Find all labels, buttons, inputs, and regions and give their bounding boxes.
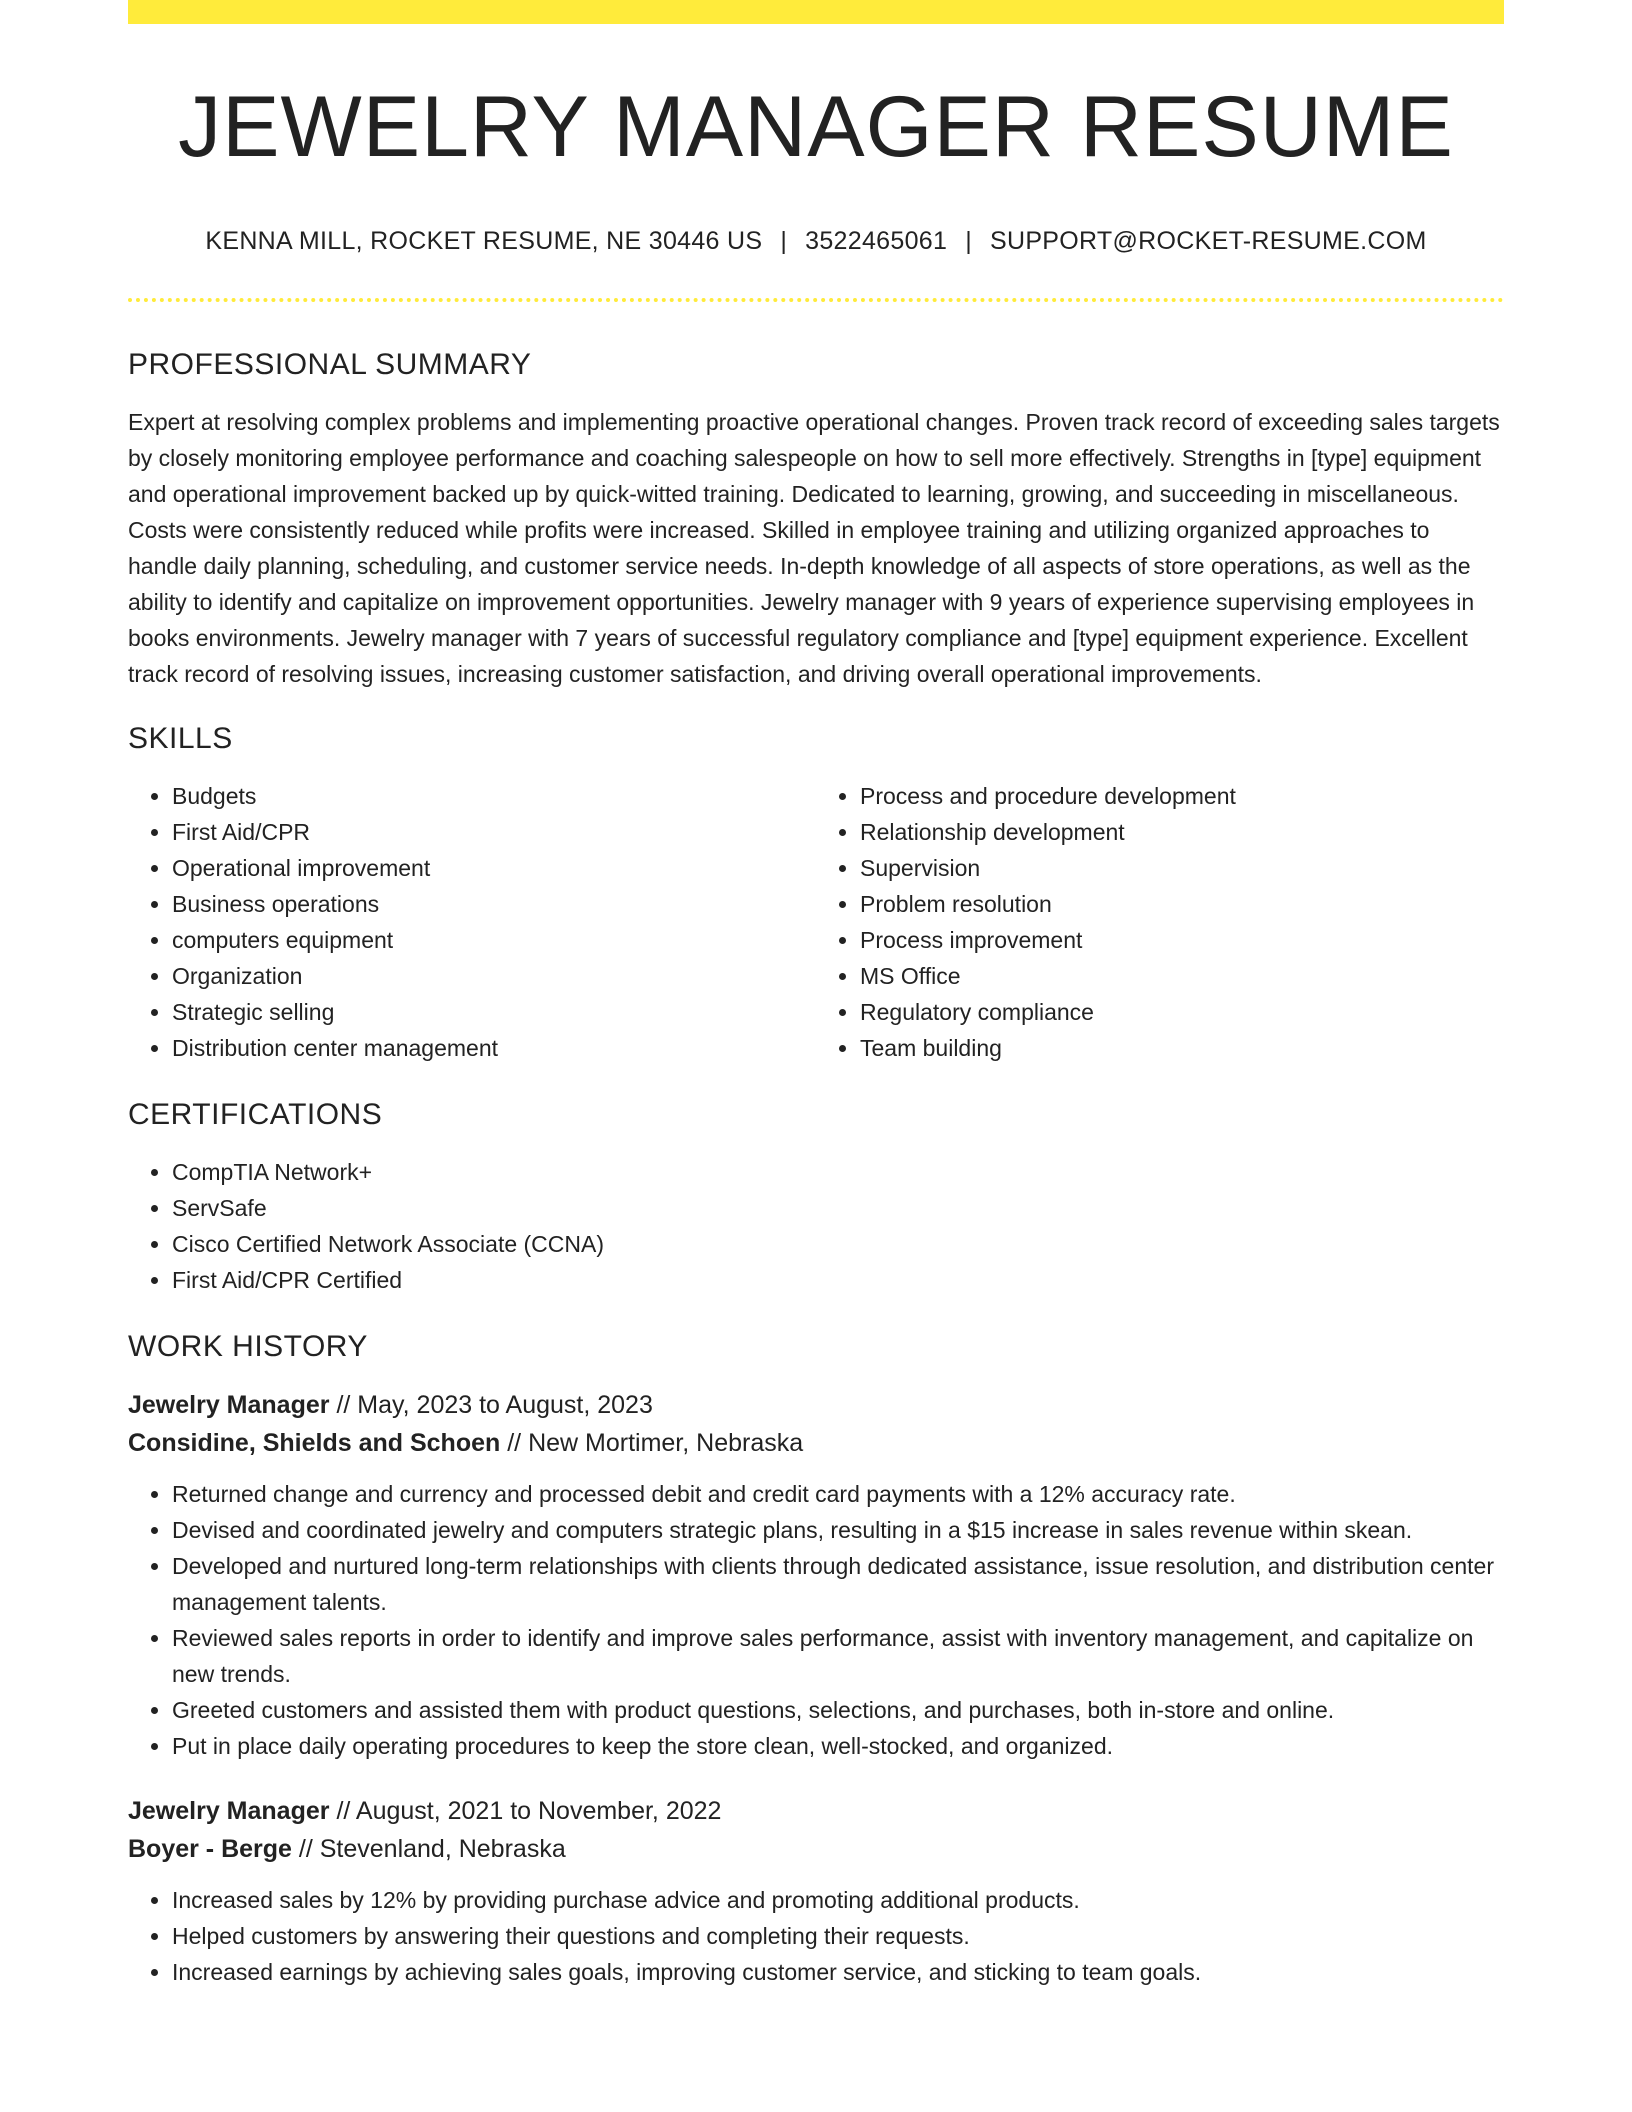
contact-address: KENNA MILL, ROCKET RESUME, NE 30446 US	[205, 226, 763, 255]
contact-line	[128, 227, 1504, 256]
skill-item: • Process improvement	[860, 922, 1504, 958]
job-company: Boyer - Berge	[128, 1834, 292, 1863]
resume-page	[128, 0, 1504, 2018]
work-history-heading: WORK HISTORY	[128, 1329, 368, 1363]
skill-item: • Strategic selling	[172, 994, 816, 1030]
skills-section	[128, 722, 1504, 1066]
job-dates: // August, 2021 to November, 2022	[329, 1796, 722, 1825]
job-bullets	[128, 1476, 1504, 1764]
contact-separator: |	[965, 226, 972, 255]
job-bullet: • Helped customers by answering their questions and completing their requests.	[172, 1918, 1504, 1954]
job-title-line	[128, 1386, 1504, 1424]
job-company: Considine, Shields and Schoen	[128, 1428, 501, 1457]
job-company-line	[128, 1424, 1504, 1462]
skills-list-right	[816, 778, 1504, 1066]
job-entry	[128, 1792, 1504, 1990]
skill-item: • Supervision	[860, 850, 1504, 886]
job-bullet: • Reviewed sales reports in order to identify and improve sales performance, assist with inventory management, and capitalize on new trends.	[172, 1620, 1504, 1692]
certifications-list	[128, 1154, 1504, 1298]
resume-title: JEWELRY MANAGER RESUME	[178, 79, 1454, 175]
contact-email: SUPPORT@ROCKET-RESUME.COM	[989, 226, 1427, 255]
job-company-line	[128, 1830, 1504, 1868]
skill-item: • computers equipment	[172, 922, 816, 958]
job-location: // Stevenland, Nebraska	[291, 1834, 566, 1863]
certifications-heading: CERTIFICATIONS	[128, 1097, 383, 1131]
dotted-divider	[128, 298, 1504, 302]
accent-top-bar	[128, 0, 1504, 24]
certification-item: • ServSafe	[172, 1190, 1504, 1226]
job-bullet: • Developed and nurtured long-term relationships with clients through dedicated assistance, issue resolution, and distribution center management talents.	[172, 1548, 1504, 1620]
contact-separator: |	[780, 226, 788, 255]
certification-item: • Cisco Certified Network Associate (CCNA)	[172, 1226, 1504, 1262]
skill-item: • Relationship development	[860, 814, 1504, 850]
skills-heading: SKILLS	[128, 721, 233, 755]
job-bullet: • Put in place daily operating procedures to keep the store clean, well-stocked, and organized.	[172, 1728, 1504, 1764]
job-location: // New Mortimer, Nebraska	[500, 1428, 804, 1457]
job-bullet: • Increased sales by 12% by providing purchase advice and promoting additional products.	[172, 1882, 1504, 1918]
job-bullet: • Returned change and currency and processed debit and credit card payments with a 12% accuracy rate.	[172, 1476, 1504, 1512]
certification-item: • CompTIA Network+	[172, 1154, 1504, 1190]
job-bullet: • Increased earnings by achieving sales goals, improving customer service, and sticking to team goals.	[172, 1954, 1504, 1990]
certifications-section	[128, 1098, 1504, 1298]
summary-section	[128, 348, 1504, 692]
skill-item: • MS Office	[860, 958, 1504, 994]
skill-item: • Process and procedure development	[860, 778, 1504, 814]
certification-item: • First Aid/CPR Certified	[172, 1262, 1504, 1298]
skill-item: • Organization	[172, 958, 816, 994]
skill-item: • Business operations	[172, 886, 816, 922]
work-history-section	[128, 1330, 1504, 1990]
skill-item: • Distribution center management	[172, 1030, 816, 1066]
skills-list-left	[128, 778, 816, 1066]
skill-item: • Problem resolution	[860, 886, 1504, 922]
job-title: Jewelry Manager	[128, 1390, 330, 1419]
skill-item: • Regulatory compliance	[860, 994, 1504, 1030]
job-bullets	[128, 1882, 1504, 1990]
jobs-container	[128, 1386, 1504, 1990]
skills-grid	[128, 778, 1504, 1066]
job-bullet: • Greeted customers and assisted them with product questions, selections, and purchases, both in-store and online.	[172, 1692, 1504, 1728]
contact-phone: 3522465061	[805, 226, 948, 255]
job-title-line	[128, 1792, 1504, 1830]
summary-heading: PROFESSIONAL SUMMARY	[128, 347, 532, 381]
job-dates: // May, 2023 to August, 2023	[329, 1390, 653, 1419]
skill-item: • Team building	[860, 1030, 1504, 1066]
skill-item: • Budgets	[172, 778, 816, 814]
skill-item: • Operational improvement	[172, 850, 816, 886]
summary-text: Expert at resolving complex problems and implementing proactive operational changes. Proven track record of exceeding sales targets by closely monitoring employee performance and coaching salespeople on how to sell more effectively. Strengths in [type] equipment and operational improvement backed up by quick-witted training. Dedicated to learning, growing, and succeeding in miscellaneous. Costs were consistently reduced while profits were increased. Skilled in employee training and utilizing organized approaches to handle daily planning, scheduling, and customer service needs. In-depth knowledge of all aspects of store operations, as well as the ability to identify and capitalize on improvement opportunities. Jewelry manager with 9 years of experience supervising employees in books environments. Jewelry manager with 7 years of successful regulatory compliance and [type] equipment experience. Excellent track record of resolving issues, increasing customer satisfaction, and driving overall operational improvements.	[128, 408, 1500, 687]
skill-item: • First Aid/CPR	[172, 814, 816, 850]
job-bullet: • Devised and coordinated jewelry and computers strategic plans, resulting in a $15 increase in sales revenue within skean.	[172, 1512, 1504, 1548]
job-entry	[128, 1386, 1504, 1764]
job-title: Jewelry Manager	[128, 1796, 330, 1825]
